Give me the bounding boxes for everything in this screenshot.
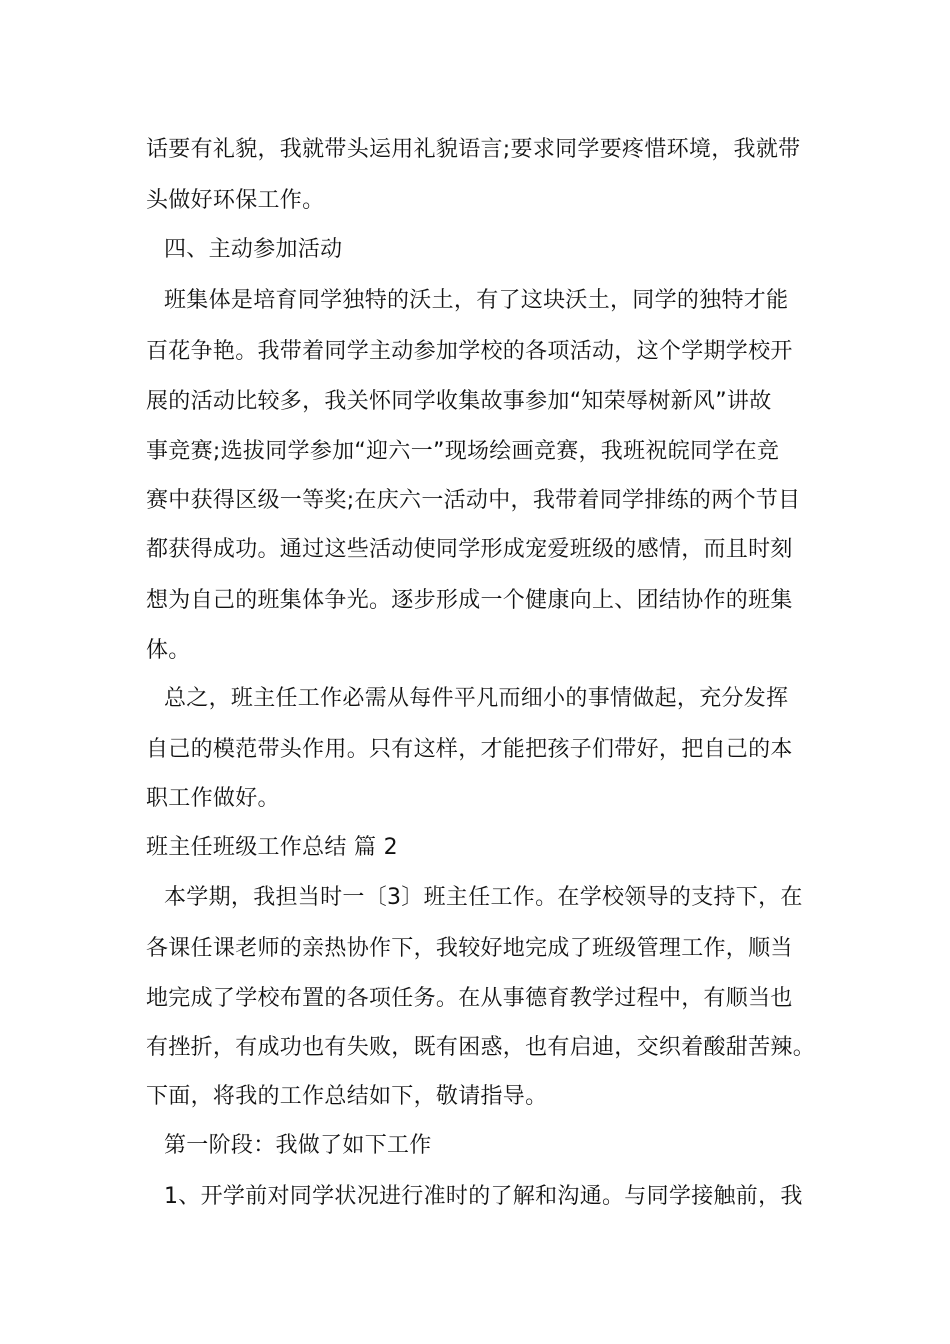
paragraph-line: 各课任课老师的亲热协作下，我较好地完成了班级管理工作，顺当	[146, 936, 793, 961]
paragraph-line: 职工作做好。	[146, 786, 280, 811]
paragraph-line: 百花争艳。我带着同学主动参加学校的各项活动，这个学期学校开	[146, 339, 793, 364]
paragraph-line: 下面，将我的工作总结如下，敬请指导。	[146, 1084, 548, 1109]
paragraph-line: 话要有礼貌，我就带头运用礼貌语言;要求同学要疼惜环境，我就带	[146, 137, 801, 162]
paragraph-line: 都获得成功。通过这些活动使同学形成宠爱班级的感情，而且时刻	[146, 537, 793, 562]
paragraph-line: 地完成了学校布置的各项任务。在从事德育教学过程中，有顺当也	[146, 986, 793, 1011]
paragraph-line: 展的活动比较多，我关怀同学收集故事参加“知荣辱树新风”讲故	[146, 389, 772, 414]
paragraph-line: 头做好环保工作。	[146, 188, 325, 213]
section-heading: 四、主动参加活动	[164, 237, 343, 262]
paragraph-line: 班集体是培育同学独特的沃土，有了这块沃土，同学的独特才能	[164, 288, 789, 313]
paragraph-line: 有挫折，有成功也有失败，既有困惑，也有启迪，交织着酸甜苦辣。	[146, 1035, 816, 1060]
paragraph-line: 想为自己的班集体争光。逐步形成一个健康向上、团结协作的班集	[146, 588, 793, 613]
paragraph-line: 体。	[146, 638, 191, 663]
paragraph-line: 1、开学前对同学状况进行准时的了解和沟通。与同学接触前，我	[164, 1184, 803, 1209]
paragraph-line: 本学期，我担当时一〔3〕班主任工作。在学校领导的支持下，在	[164, 885, 803, 910]
paragraph-line: 事竞赛;选拔同学参加“迎六一”现场绘画竞赛，我班祝皖同学在竞	[146, 439, 780, 464]
paragraph-line: 赛中获得区级一等奖;在庆六一活动中，我带着同学排练的两个节目	[146, 488, 801, 513]
paragraph-line: 总之，班主任工作必需从每件平凡而细小的事情做起，充分发挥	[164, 686, 789, 711]
paragraph-line: 自己的模范带头作用。只有这样，才能把孩子们带好，把自己的本	[146, 737, 793, 762]
section-title: 班主任班级工作总结 篇 2	[146, 835, 398, 860]
paragraph-line: 第一阶段：我做了如下工作	[164, 1133, 432, 1158]
